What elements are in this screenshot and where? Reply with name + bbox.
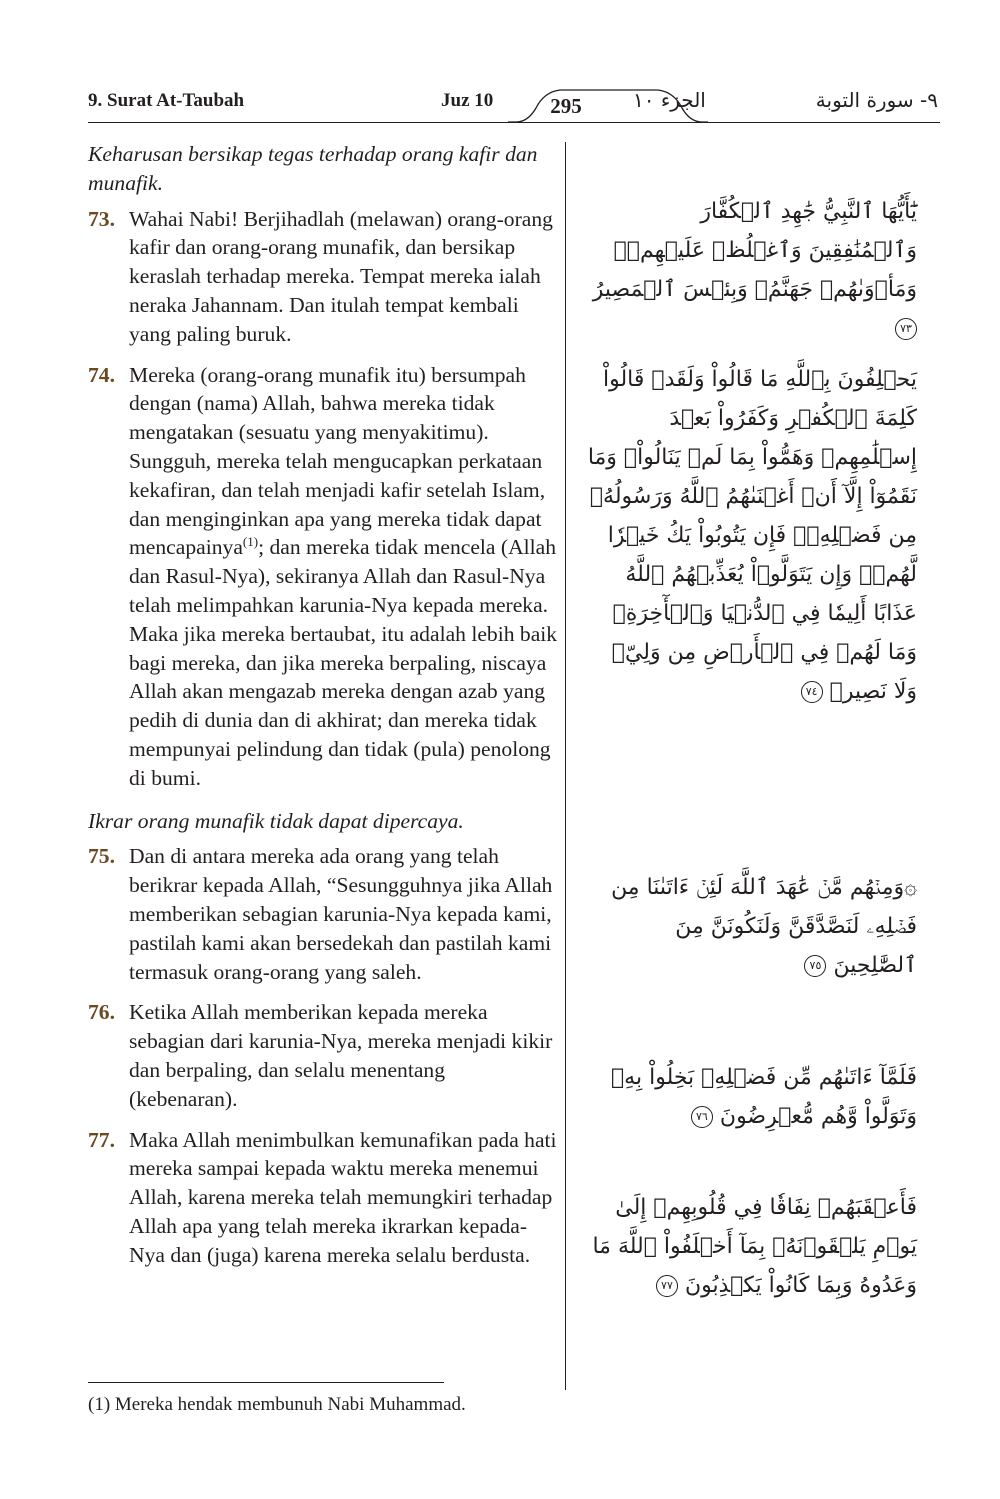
arabic-text: ۞وَمِنۡهُم مَّنۡ عَٰهَدَ ٱللَّهَ لَئِنۡ ءَاتَىٰنَا مِن فَضۡلِهِۦ لَنَصَّدَّقَنَّ وَلَنَكُونَنَّ مِنَ ٱلصَّٰلِحِينَ [611,875,917,978]
verse-text: Ketika Allah memberikan kepada mereka sebagian dari karunia-Nya, mereka menjadi kikir dan berpaling, dan selalu menentang (kebenaran). [129,1000,553,1111]
arabic-verse-75 [587,868,917,985]
surah-title-latin: 9. Surat At-Taubah [88,90,245,111]
page-header [88,86,940,122]
surah-title-arabic: ٩- سورة التوبة [815,88,938,112]
arabic-text: يَٰٓأَيُّهَا ٱلنَّبِيُّ جَٰهِدِ ٱلۡكُفَّارَ وَٱلۡمُنَٰفِقِينَ وَٱغۡلُظۡ عَلَيۡهِمۡۚ وَمَأۡوَىٰهُمۡ جَهَنَّمُۖ وَبِئۡسَ ٱلۡمَصِيرُ [592,199,917,302]
verse-text [129,361,558,793]
verse-73 [88,205,558,349]
verse-end-mark: ٧٧ [656,1275,678,1297]
verse-number: 74. [88,362,115,387]
page-number: 295 [550,94,582,118]
verse-end-mark: ٧٣ [895,318,917,340]
arabic-verse-77 [587,1188,917,1305]
section-heading: Ikrar orang munafik tidak dapat dipercaya. [88,808,464,833]
footnote-rule [88,1382,444,1383]
juz-label-latin: Juz 10 [441,90,494,111]
verse-76 [88,998,558,1113]
verse-text: Wahai Nabi! Berjihadlah (melawan) orang-orang kafir dan orang-orang munafik, dan bersikap keraslah terhadap mereka. Tempat mereka ialah neraka Jahannam. Dan itulah tempat kembali yang paling buruk. [129,206,553,346]
arabic-text: يَحۡلِفُونَ بِٱللَّهِ مَا قَالُواْ وَلَقَدۡ قَالُواْ كَلِمَةَ ٱلۡكُفۡرِ وَكَفَرُواْ بَعۡدَ إِسۡلَٰمِهِمۡ وَهَمُّواْ بِمَا لَمۡ يَنَالُواْۚ وَمَا نَقَمُوٓاْ إِلَّآ أَنۡ أَغۡنَىٰهُمُ ٱللَّهُ وَرَسُولُهُۥ مِن فَضۡلِهِۦۚ فَإِن يَتُوبُواْ يَكُ خَيۡرٗا لَّهُمۡۖ وَإِن يَتَوَلَّوۡاْ يُعَذِّبۡهُمُ ٱللَّهُ عَذَابًا أَلِيمٗا فِي ٱلدُّنۡيَا وَٱلۡأٓخِرَةِۚ وَمَا لَهُمۡ فِي ٱلۡأَرۡضِ مِن وَلِيّٖ وَلَا نَصِيرٖ [587,367,917,704]
verse-end-mark: ٧٤ [801,681,823,703]
header-rule [88,122,940,123]
verse-75 [88,842,558,986]
verse-number: 75. [88,844,115,869]
verse-number: 77. [88,1127,115,1152]
translation-column [88,140,558,1269]
verse-end-mark: ٧٦ [691,1106,713,1128]
arabic-verse-73 [587,192,917,348]
footnote: (1) Mereka hendak membunuh Nabi Muhammad. [88,1394,466,1415]
verse-end-mark: ٧٥ [804,955,826,977]
verse-text: Maka Allah menimbulkan kemunafikan pada hati mereka sampai kepada waktu mereka menemui Allah, karena mereka telah memungkiri terhadap Allah apa yang telah mereka ikrarkan kepada-Nya dan (juga) karena mereka selalu berdusta. [129,1127,557,1267]
footnote-ref: (1) [242,534,259,550]
verse-number: 73. [88,206,115,231]
verse-text-part: Mereka (orang-orang munafik itu) bersumpah dengan (nama) Allah, bahwa mereka tidak mengatakan (sesuatu yang menyakitimu). Sungguh, mereka telah mengucapkan perkataan kekafiran, dan telah menjadi kafir setelah Islam, dan menginginkan apa yang mereka tidak dapat mencapainya [129,362,546,560]
section-heading: Keharusan bersikap tegas terhadap orang kafir dan munafik. [88,142,538,195]
juz-label-arabic: الجزء ١٠ [633,88,706,112]
arabic-verse-76 [587,1058,917,1136]
column-divider [565,142,566,1390]
arabic-verse-74 [587,360,917,711]
verse-number: 76. [88,1000,115,1025]
verse-77 [88,1126,558,1270]
verse-text-part: ; dan mereka tidak mencela (Allah dan Rasul-Nya), sekiranya Allah dan Rasul-Nya telah melimpahkan karunia-Nya kepada mereka. Maka jika mereka bertaubat, itu adalah lebih baik bagi mereka, dan jika mereka berpaling, niscaya Allah akan mengazab mereka dengan azab yang pedih di dunia dan di akhirat; dan mereka tidak mempunyai pelindung dan tidak (pula) penolong di bumi. [129,535,558,790]
verse-text: Dan di antara mereka ada orang yang telah berikrar kepada Allah, “Sesungguhnya jika Allah memberikan sebagian karunia-Nya kepada kami, pastilah kami akan bersedekah dan pastilah kami termasuk orang-orang yang saleh. [129,844,553,984]
verse-74 [88,361,558,793]
arabic-text: فَأَعۡقَبَهُمۡ نِفَاقٗا فِي قُلُوبِهِمۡ إِلَىٰ يَوۡمِ يَلۡقَوۡنَهُۥ بِمَآ أَخۡلَفُواْ ٱللَّهَ مَا وَعَدُوهُ وَبِمَا كَانُواْ يَكۡذِبُونَ [592,1195,917,1298]
arabic-text: فَلَمَّآ ءَاتَىٰهُم مِّن فَضۡلِهِۦ بَخِلُواْ بِهِۦ وَتَوَلَّواْ وَّهُم مُّعۡرِضُونَ [610,1065,917,1129]
